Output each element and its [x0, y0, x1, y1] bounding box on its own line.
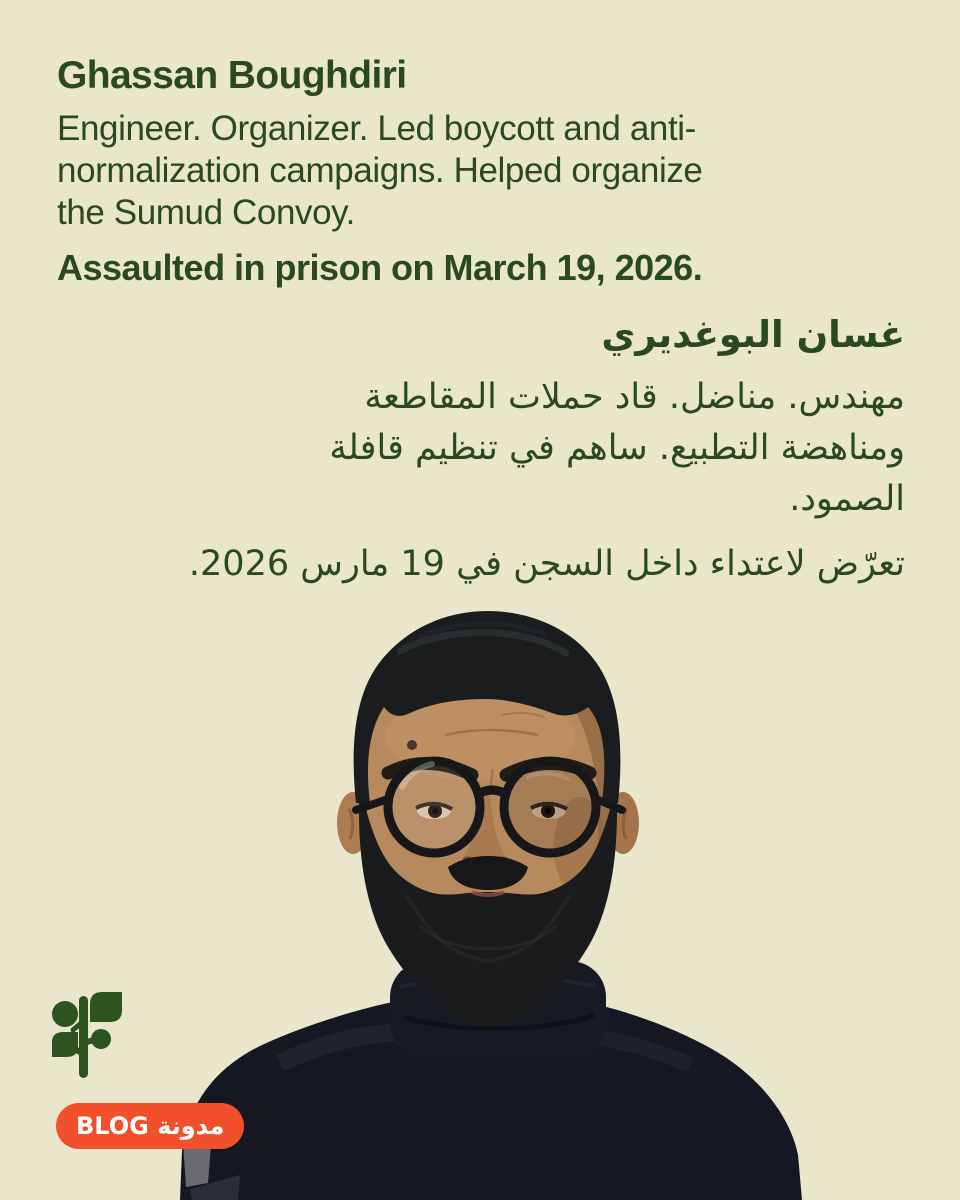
text-block: [57, 56, 905, 587]
bio-line-en: normalization campaigns. Helped organize: [57, 151, 703, 190]
person-bio-arabic: [57, 372, 905, 525]
bio-line-en: Engineer. Organizer. Led boycott and anti-: [57, 109, 696, 148]
blog-badge-label: مدونة BLOG: [76, 1112, 225, 1140]
event-text-english: Assaulted in prison on March 19, 2026.: [57, 247, 703, 288]
person-name-arabic: غسان البوغديري: [601, 313, 905, 356]
plant-logo-icon: [42, 990, 128, 1082]
bio-line-ar: مهندس. مناضل. قاد حملات المقاطعة: [364, 377, 905, 417]
bio-line-ar: الصمود.: [789, 479, 905, 519]
event-text-arabic: تعرّض لاعتداء داخل السجن في 19 مارس 2026.: [188, 544, 905, 584]
person-bio-english: [57, 108, 905, 234]
bio-line-en: the Sumud Convoy.: [57, 193, 355, 232]
person-name-english: Ghassan Boughdiri: [57, 54, 407, 97]
portrait-photo: [150, 595, 810, 1200]
blog-badge[interactable]: [56, 1103, 244, 1149]
bio-line-ar: ومناهضة التطبيع. ساهم في تنظيم قافلة: [329, 428, 905, 468]
